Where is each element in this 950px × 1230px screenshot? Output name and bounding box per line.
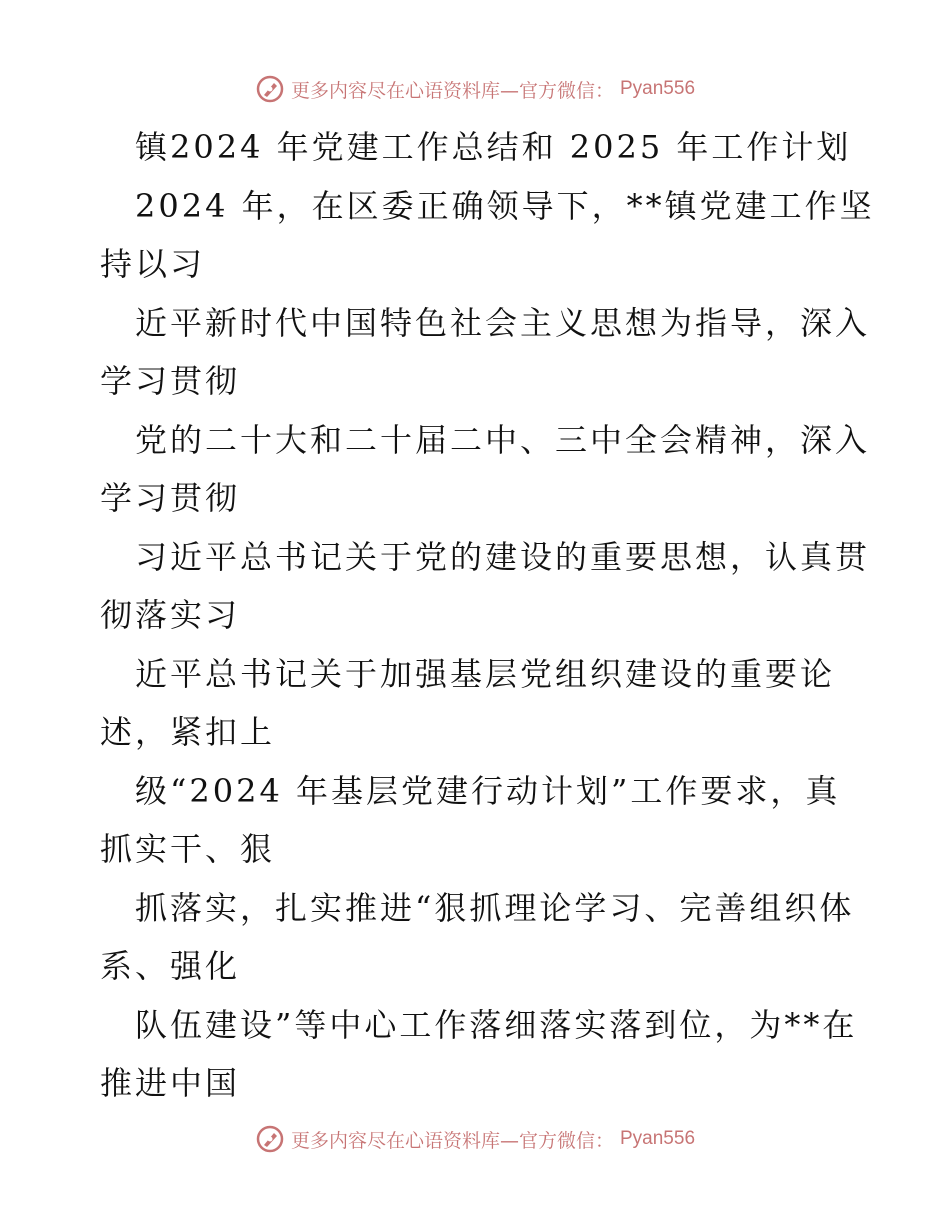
paragraph-line: 系、强化 <box>100 947 241 985</box>
paragraph-line: 级“2024 年基层党建行动计划”工作要求，真 <box>135 772 841 810</box>
paragraph-line: 队伍建设”等中心工作落细落实落到位，为**在 <box>135 1006 858 1044</box>
paragraph-line: 近平总书记关于加强基层党组织建设的重要论 <box>135 655 836 693</box>
watermark-wechat-id: Pyan556 <box>620 78 696 99</box>
pen-logo-icon <box>255 1124 285 1154</box>
watermark-text: 更多内容尽在心语资料库—官方微信： <box>290 1129 614 1152</box>
paragraph-line: 习近平总书记关于党的建设的重要思想，认真贯 <box>135 538 871 576</box>
paragraph-line: 党的二十大和二十届二中、三中全会精神，深入 <box>135 421 871 459</box>
paragraph-line: 抓实干、狠 <box>100 830 276 868</box>
paragraph-line: 述，紧扣上 <box>100 713 276 751</box>
paragraph-line: 持以习 <box>100 245 206 283</box>
paragraph-line: 近平新时代中国特色社会主义思想为指导，深入 <box>135 304 871 342</box>
watermark-wechat-id: Pyan556 <box>620 1128 696 1149</box>
watermark-text: 更多内容尽在心语资料库—官方微信： <box>290 79 614 102</box>
paragraph-line: 学习贯彻 <box>100 362 241 400</box>
document-title: 镇2024 年党建工作总结和 2025 年工作计划 <box>135 128 852 166</box>
watermark-footer <box>0 1124 950 1154</box>
paragraph-line: 学习贯彻 <box>100 479 241 517</box>
paragraph-line: 彻落实习 <box>100 596 241 634</box>
paragraph-line: 2024 年，在区委正确领导下，**镇党建工作坚 <box>135 187 875 225</box>
paragraph-line: 抓落实，扎实推进“狠抓理论学习、完善组织体 <box>135 889 855 927</box>
paragraph-line: 推进中国 <box>100 1064 241 1102</box>
